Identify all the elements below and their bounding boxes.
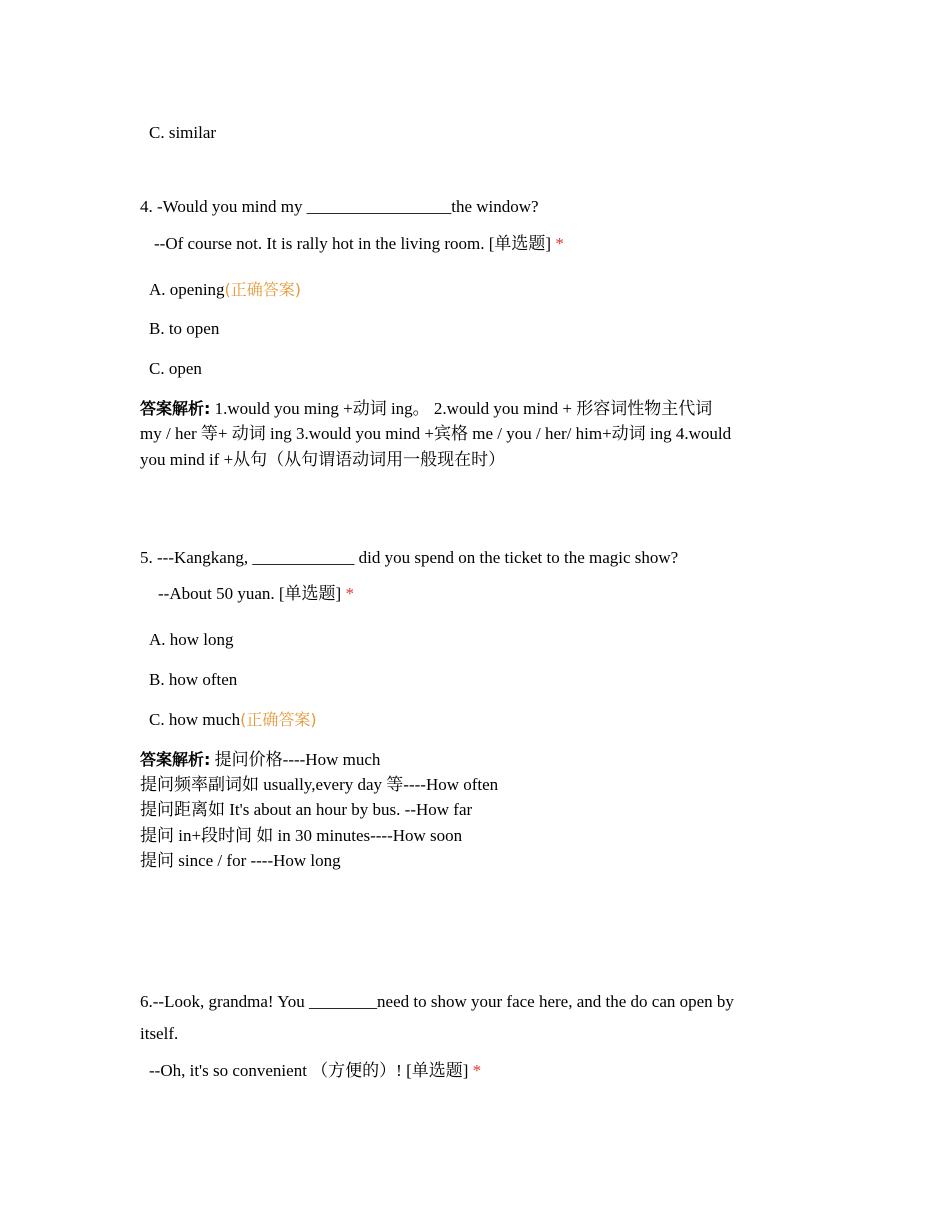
q6-stem-line1: 6.--Look, grandma! You ________need to show your face here, and the do can open by (140, 992, 734, 1011)
q4-stem-text: --Of course not. It is rally hot in the living room. [单选题] (154, 234, 552, 253)
q4-option-b[interactable]: B. to open (149, 319, 220, 338)
q4-analysis-line1 (140, 398, 712, 420)
q4-option-c[interactable]: C. open (149, 359, 202, 378)
q4-required-mark: * (555, 234, 564, 253)
q5-option-c-label: C. how much (149, 710, 241, 729)
q4-analysis-label: 答案解析: (140, 399, 211, 418)
q6-stem-text: --Oh, it's so convenient （方便的）! [单选题] (149, 1061, 469, 1080)
q4-option-a-label: A. opening (149, 280, 225, 299)
q5-analysis-line2: 提问频率副词如 usually,every day 等----How often (140, 775, 499, 794)
q4-stem-line1: 4. -Would you mind my _________________the window? (140, 197, 539, 216)
q6-required-mark: * (472, 1061, 482, 1080)
q5-analysis-line4: 提问 in+段时间 如 in 30 minutes----How soon (140, 826, 463, 845)
q6-stem-line2: itself. (140, 1024, 179, 1043)
q5-option-b[interactable]: B. how often (149, 670, 238, 689)
q4-stem-line2 (154, 233, 564, 255)
q4-analysis-line2: my / her 等+ 动词 ing 3.would you mind +宾格 me / you / her/ him+动词 ing 4.would (140, 424, 732, 443)
q5-correct-answer-tag: (正确答案) (240, 710, 317, 729)
q4-analysis-text1: 1.would you ming +动词 ing。 2.would you mind + 形容词性物主代词 (214, 399, 713, 418)
q5-analysis-line3: 提问距离如 It's about an hour by bus. --How far (140, 800, 473, 819)
q5-analysis-text1: 提问价格----How much (214, 750, 381, 769)
q5-analysis-label: 答案解析: (140, 750, 211, 769)
q5-analysis-line5: 提问 since / for ----How long (140, 851, 341, 870)
q5-option-c[interactable] (149, 709, 317, 731)
q4-analysis-line3: you mind if +从句（从句谓语动词用一般现在时） (140, 450, 506, 469)
q3-option-c[interactable]: C. similar (149, 123, 217, 142)
q6-stem-line3 (149, 1060, 481, 1082)
q5-required-mark: * (345, 584, 354, 603)
q5-option-a[interactable]: A. how long (149, 630, 234, 649)
q5-stem-text: --About 50 yuan. [单选题] (158, 584, 342, 603)
q4-option-a[interactable] (149, 279, 301, 301)
q4-correct-answer-tag: (正确答案) (224, 280, 302, 299)
q5-stem-line1: 5. ---Kangkang, ____________ did you spend on the ticket to the magic show? (140, 548, 679, 567)
q5-analysis-line1 (140, 749, 380, 771)
q5-stem-line2 (158, 583, 354, 605)
